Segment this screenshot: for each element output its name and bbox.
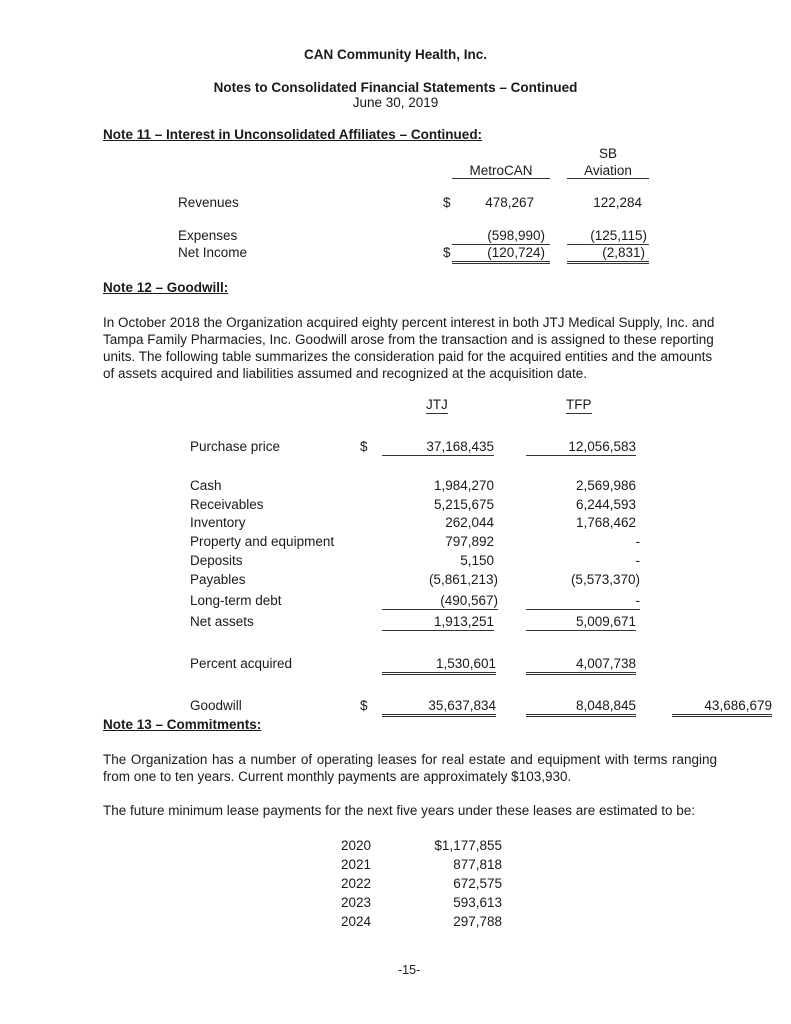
col-header-sb: SB [598,146,617,161]
note13-heading: Note 13 – Commitments: [103,717,262,732]
jtj-value: 5,150 [460,553,494,568]
lease-amount: 297,788 [453,914,502,929]
row-label: Goodwill [190,698,242,713]
row-label: Property and equipment [190,534,335,549]
row-label: Revenues [178,195,239,210]
metrocan-value: (598,990) [452,227,550,245]
total-goodwill-value: 43,686,679 [672,697,772,717]
metrocan-value: 478,267 [485,195,534,210]
row-label: Cash [190,478,222,493]
currency-symbol: $ [360,439,368,454]
tfp-value: 1,768,462 [575,515,636,530]
tfp-value: - [635,553,640,568]
lease-year: 2020 [341,838,372,853]
tfp-value: 4,007,738 [526,655,636,675]
lease-amount: 877,818 [453,857,502,872]
lease-year: 2021 [341,857,372,872]
note12-paragraph: In October 2018 the Organization acquired eighty percent interest in both JTJ Medical Supply, Inc. and Tampa Family Pharmacies, Inc. Goodwill arose from the transaction and is assigned to these reporting units. The following table summarizes the consideration paid for the acquired entities and the amounts of assets acquired and liabilities assumed and recognized at the acquisition date. [103,315,715,381]
jtj-value: 37,168,435 [382,438,494,456]
jtj-value: 797,892 [445,534,494,549]
header-underline [567,178,649,179]
row-label: Inventory [190,515,246,530]
row-label: Payables [190,572,246,587]
row-label: Percent acquired [190,656,293,671]
note12-heading: Note 12 – Goodwill: [103,280,229,295]
header-underline [452,178,550,179]
document-title: Notes to Consolidated Financial Statements – Continued [213,80,578,95]
tfp-value: 12,056,583 [526,438,636,456]
note13-paragraph-1: The Organization has a number of operating leases for real estate and equipment with terms ranging from one to ten years. Current monthly payments are approximately $103,930. [103,752,717,784]
metrocan-value: (120,724) [452,244,550,264]
lease-amount: 593,613 [453,895,502,910]
jtj-value: 5,215,675 [433,497,494,512]
page-number: -15- [398,963,421,977]
col-header-metrocan: MetroCAN [469,163,533,178]
currency-symbol: $ [443,245,451,260]
tfp-value: (5,573,370) [570,572,640,587]
lease-amount: $1,177,855 [434,838,502,853]
col-header-aviation: Aviation [584,163,632,178]
jtj-value: 262,044 [445,515,494,530]
jtj-value: 1,984,270 [433,478,494,493]
sb-aviation-value: (2,831) [567,244,649,264]
row-label: Net assets [190,614,254,629]
row-label: Long-term debt [190,593,282,608]
jtj-value: 1,530,601 [382,655,496,675]
row-label: Receivables [190,497,264,512]
jtj-value: (490,567) [382,592,498,610]
tfp-value: 2,569,986 [575,478,636,493]
sb-aviation-value: 122,284 [593,195,642,210]
col-header-jtj: JTJ [426,397,448,412]
tfp-value: 8,048,845 [526,697,636,717]
row-label: Purchase price [190,439,281,454]
lease-year: 2022 [341,876,372,891]
lease-year: 2024 [341,914,372,929]
tfp-value: 6,244,593 [575,497,636,512]
currency-symbol: $ [443,195,451,210]
jtj-value: (5,861,213) [428,572,498,587]
document-date: June 30, 2019 [352,95,439,110]
row-label: Expenses [178,228,238,243]
lease-year: 2023 [341,895,372,910]
tfp-value: - [635,534,640,549]
jtj-value: 35,637,834 [382,697,496,717]
tfp-value: - [526,592,640,610]
note11-heading: Note 11 – Interest in Unconsolidated Affiliates – Continued: [103,127,483,142]
jtj-value: 1,913,251 [382,613,494,631]
currency-symbol: $ [360,698,368,713]
tfp-value: 5,009,671 [526,613,636,631]
sb-aviation-value: (125,115) [567,227,649,245]
row-label: Net Income [178,245,248,260]
company-name: CAN Community Health, Inc. [303,47,487,62]
lease-amount: 672,575 [453,876,502,891]
note13-paragraph-2: The future minimum lease payments for the next five years under these leases are estimated to be: [103,803,696,818]
row-label: Deposits [190,553,243,568]
col-header-tfp: TFP [566,397,592,412]
